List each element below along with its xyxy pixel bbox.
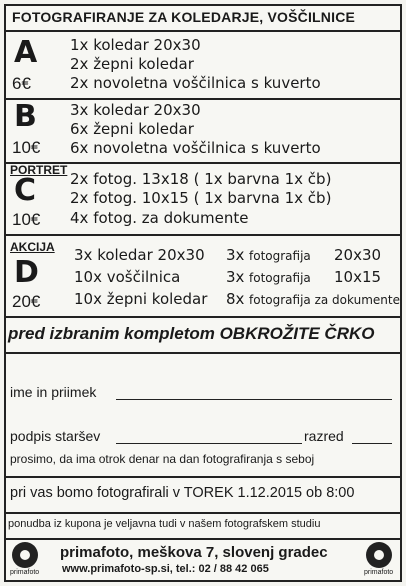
name-field[interactable]	[116, 399, 392, 400]
package-price: 6€	[12, 74, 31, 93]
package-item: 2x žepni koledar	[70, 55, 194, 73]
photo-date: pri vas bomo fotografirali v TOREK 1.12.2015 ob 8:00	[10, 485, 355, 501]
package-photo-label: fotografija	[249, 271, 311, 285]
studio-address: primafoto, meškova 7, slovenj gradec	[60, 544, 328, 561]
camera-logo-icon	[366, 542, 392, 568]
package-c[interactable]	[6, 162, 400, 236]
logo-label: primafoto	[364, 569, 394, 576]
package-tag: AKCIJA	[10, 240, 55, 254]
package-photo-count: 3x	[226, 268, 245, 286]
package-photo-count: 8x	[226, 290, 245, 308]
package-d[interactable]	[6, 234, 400, 318]
package-price: 10€	[12, 210, 41, 229]
package-letter: D	[14, 255, 39, 290]
order-form	[6, 352, 400, 478]
package-item: 2x fotog. 10x15 ( 1x barvna 1x čb)	[70, 189, 332, 207]
package-item: 4x fotog. za dokumente	[70, 209, 249, 227]
coupon-sheet	[4, 4, 402, 582]
class-field[interactable]	[352, 443, 392, 444]
package-b[interactable]	[6, 98, 400, 164]
name-label: ime in priimek	[10, 384, 97, 400]
coupon-validity: ponudba iz kupona je veljavna tudi v našem fotografskem studiu	[8, 518, 321, 530]
signature-field[interactable]	[116, 443, 302, 444]
money-request: prosimo, da ima otrok denar na dan fotografiranja s seboj	[10, 452, 315, 466]
package-price: 20€	[12, 292, 41, 311]
package-photo-label: fotografija za dokumente	[249, 293, 400, 307]
package-item: 6x žepni koledar	[70, 120, 194, 138]
package-item: 10x voščilnica	[74, 268, 181, 286]
package-item: 10x žepni koledar	[74, 290, 208, 308]
package-item: 3x koledar 20x30	[70, 101, 201, 119]
date-strip	[6, 476, 400, 514]
package-letter: B	[14, 99, 37, 134]
camera-logo-icon	[12, 542, 38, 568]
package-photo-count: 3x	[226, 246, 245, 264]
package-item: 2x novoletna voščilnica s kuverto	[70, 74, 321, 92]
package-photo-size: 10x15	[334, 268, 382, 286]
package-tag: PORTRET	[10, 163, 68, 177]
package-item: 1x koledar 20x30	[70, 36, 201, 54]
coupon-note-strip	[6, 512, 400, 540]
notice-strip	[6, 316, 400, 354]
package-letter: A	[14, 35, 38, 70]
coupon-title: FOTOGRAFIRANJE ZA KOLEDARJE, VOŠČILNICE	[12, 9, 356, 25]
package-letter: C	[14, 173, 37, 208]
package-price: 10€	[12, 138, 41, 157]
footer	[6, 538, 400, 580]
package-item: 6x novoletna voščilnica s kuverto	[70, 139, 321, 157]
coupon-header	[6, 6, 400, 32]
package-item: 2x fotog. 13x18 ( 1x barvna 1x čb)	[70, 170, 332, 188]
studio-contact[interactable]: www.primafoto-sp.si, tel.: 02 / 88 42 065	[62, 563, 269, 575]
circle-letter-notice: pred izbranim kompletom OBKROŽITE ČRKO	[8, 324, 375, 343]
package-photo-label: fotografija	[249, 249, 311, 263]
package-item: 3x koledar 20x30	[74, 246, 205, 264]
logo-label: primafoto	[10, 569, 40, 576]
package-a[interactable]	[6, 30, 400, 100]
package-photo-size: 20x30	[334, 246, 382, 264]
signature-label: podpis staršev	[10, 428, 101, 444]
class-label: razred	[304, 428, 344, 444]
